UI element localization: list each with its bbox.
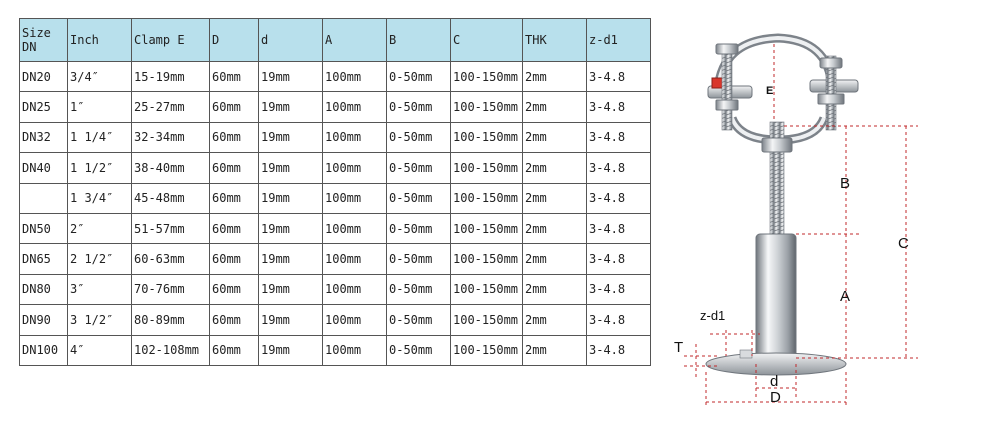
table-cell: 0-50mm [387,274,451,304]
table-cell: DN90 [20,305,68,335]
table-cell: 60mm [210,274,259,304]
table-cell: 60-63mm [132,244,210,274]
table-cell: 3/4″ [68,62,132,92]
table-cell: 3-4.8 [587,305,651,335]
table-row [20,62,651,92]
table-cell: 100-150mm [451,213,523,243]
table-cell: 3 1/2″ [68,305,132,335]
table-cell: 38-40mm [132,153,210,183]
table-cell: DN25 [20,92,68,122]
table-cell: 25-27mm [132,92,210,122]
table-cell: 4″ [68,335,132,365]
table-cell: 60mm [210,244,259,274]
table-cell: 100mm [323,244,387,274]
column-header: Size DN [20,19,68,62]
table-row [20,153,651,183]
table-row [20,335,651,365]
table-cell: 80-89mm [132,305,210,335]
table-cell: 0-50mm [387,213,451,243]
column-header: z-d1 [587,19,651,62]
table-cell: 19mm [259,122,323,152]
table-cell: 100-150mm [451,153,523,183]
table-cell: 60mm [210,305,259,335]
table-cell: 2mm [523,153,587,183]
column-header: C [451,19,523,62]
table-cell: 15-19mm [132,62,210,92]
table-cell: DN20 [20,62,68,92]
table-cell: 100mm [323,305,387,335]
table-cell: 1 1/4″ [68,122,132,152]
table-cell: 3-4.8 [587,92,651,122]
table-cell: 0-50mm [387,62,451,92]
table-cell: 2mm [523,274,587,304]
table-cell: 100mm [323,153,387,183]
table-cell: 3-4.8 [587,183,651,213]
table-cell: 3-4.8 [587,274,651,304]
table-cell [20,183,68,213]
table-cell: 0-50mm [387,153,451,183]
column-header: A [323,19,387,62]
table-cell: DN80 [20,274,68,304]
table-cell: 60mm [210,122,259,152]
table-cell: 19mm [259,274,323,304]
table-cell: 100-150mm [451,62,523,92]
table-cell: 60mm [210,183,259,213]
table-cell: 100mm [323,122,387,152]
table-cell: 100-150mm [451,335,523,365]
table-cell: 100-150mm [451,183,523,213]
table-cell: 1″ [68,92,132,122]
table-cell: DN50 [20,213,68,243]
label-E: E [766,85,774,97]
table-cell: 0-50mm [387,183,451,213]
table-cell: 100mm [323,213,387,243]
table-cell: 70-76mm [132,274,210,304]
table-cell: 3-4.8 [587,335,651,365]
table-cell: 19mm [259,62,323,92]
table-cell: 0-50mm [387,335,451,365]
table-cell: 2mm [523,244,587,274]
table-cell: DN40 [20,153,68,183]
table-cell: 60mm [210,335,259,365]
support-tube [756,234,796,358]
table-cell: 60mm [210,153,259,183]
label-d: d [770,373,779,390]
table-cell: DN32 [20,122,68,152]
label-A: A [840,288,851,305]
table-cell: 3″ [68,274,132,304]
column-header: D [210,19,259,62]
table-row [20,305,651,335]
table-cell: 102-108mm [132,335,210,365]
table-cell: 1 3/4″ [68,183,132,213]
table-cell: 3-4.8 [587,244,651,274]
table-cell: 100-150mm [451,244,523,274]
table-cell: 51-57mm [132,213,210,243]
table-row [20,244,651,274]
table-cell: 2mm [523,183,587,213]
table-cell: 0-50mm [387,305,451,335]
table-cell: 60mm [210,92,259,122]
label-B: B [840,175,851,192]
table-cell: 100-150mm [451,305,523,335]
column-header: Inch [68,19,132,62]
table-cell: DN100 [20,335,68,365]
table-cell: 2″ [68,213,132,243]
table-cell: 100-150mm [451,274,523,304]
table-row [20,274,651,304]
table-row [20,122,651,152]
table-row [20,213,651,243]
table-cell: 2mm [523,305,587,335]
table-cell: 1 1/2″ [68,153,132,183]
table-cell: 19mm [259,183,323,213]
table-cell: 0-50mm [387,244,451,274]
table-cell: 3-4.8 [587,62,651,92]
column-header: d [259,19,323,62]
table-cell: DN65 [20,244,68,274]
table-cell: 19mm [259,244,323,274]
table-cell: 0-50mm [387,122,451,152]
label-C: C [898,235,909,252]
label-T: T [674,339,684,356]
table-cell: 45-48mm [132,183,210,213]
table-cell: 19mm [259,335,323,365]
label-z-d1: z-d1 [700,308,726,323]
table-cell: 60mm [210,213,259,243]
table-cell: 100-150mm [451,92,523,122]
table-cell: 3-4.8 [587,213,651,243]
table-cell: 100-150mm [451,122,523,152]
table-cell: 2 1/2″ [68,244,132,274]
table-body [20,62,651,366]
table-cell: 100mm [323,62,387,92]
table-row [20,92,651,122]
table-cell: 100mm [323,335,387,365]
table-cell: 0-50mm [387,92,451,122]
table-cell: 2mm [523,335,587,365]
table-row [20,183,651,213]
product-diagram [660,0,1000,421]
hex-nut [762,138,792,152]
table-cell: 19mm [259,213,323,243]
table-cell: 19mm [259,153,323,183]
table-cell: 2mm [523,62,587,92]
column-header: B [387,19,451,62]
table-cell: 2mm [523,122,587,152]
table-cell: 3-4.8 [587,153,651,183]
table-cell: 19mm [259,92,323,122]
table-cell: 100mm [323,183,387,213]
table-cell: 3-4.8 [587,122,651,152]
table-cell: 60mm [210,62,259,92]
table-cell: 100mm [323,92,387,122]
table-header-row [20,19,651,62]
table-cell: 100mm [323,274,387,304]
column-header: THK [523,19,587,62]
table-cell: 19mm [259,305,323,335]
table-cell: 2mm [523,92,587,122]
column-header: Clamp E [132,19,210,62]
spec-table [19,18,651,366]
label-D: D [770,389,781,406]
base-plate [706,353,846,375]
table-cell: 32-34mm [132,122,210,152]
table-cell: 2mm [523,213,587,243]
